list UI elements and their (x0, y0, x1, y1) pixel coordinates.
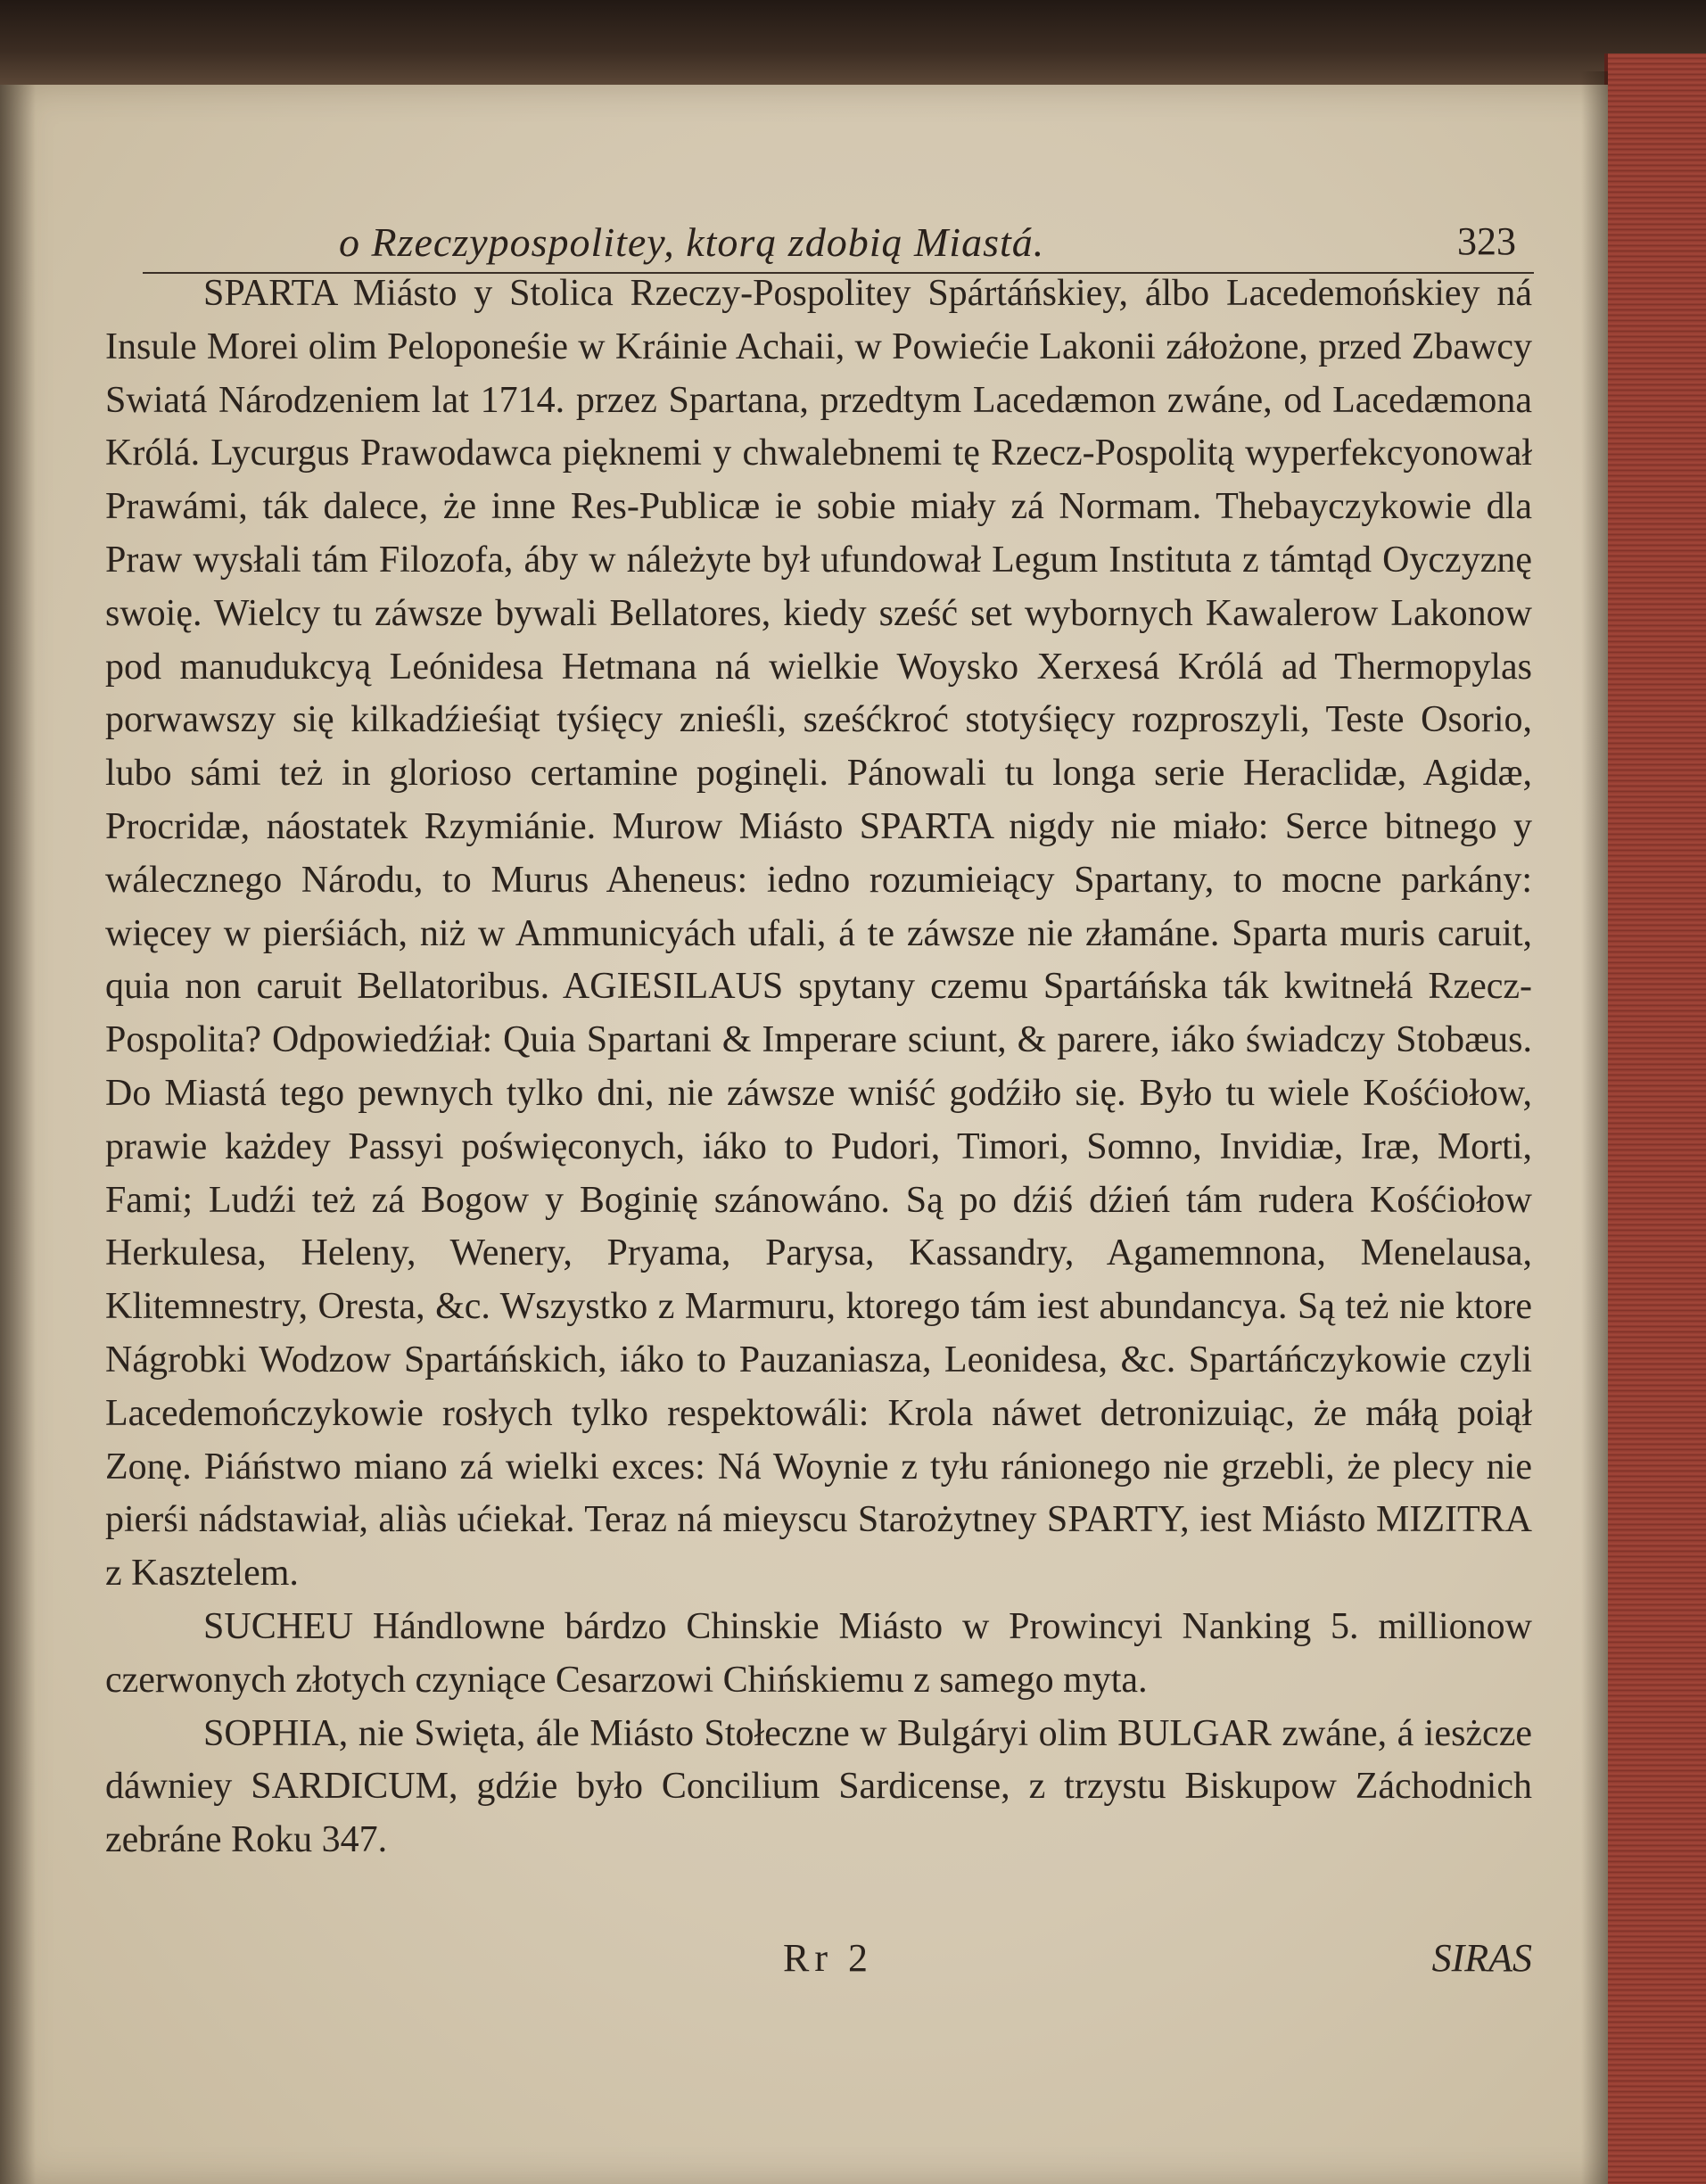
paragraph-sucheu: SUCHEU Hándlowne bárdzo Chinskie Miásto w Prowincyi Nanking 5. millionow czerwonych złotych czyniące Cesarzowi Chińskiemu z samego myta. (105, 1605, 1532, 1701)
page-header (143, 218, 1534, 274)
paragraph-sparta: SPARTA Miásto y Stolica Rzeczy-Pospolitey Spártáńskiey, álbo Lacedemońskiey ná Insule Morei olim Peloponeśie w Kráinie Achaii, w Powiećie Lakonii záłożone, przed Zbawcy Swiatá Národzeniem lat 1714. przez Spartana, przedtym Lacedæmon zwáne, od Lacedæmona Królá. Lycurgus Prawodawca pięknemi y chwalebnemi tę Rzecz-Pospolitą wyperfekcyonował Prawámi, ták dalece, że inne Res-Publicæ ie sobie miały zá Normam. Thebayczykowie dla Praw wysłali tám Filozofa, áby w náleżyte był ufundował Legum Instituta z támtąd Oyczyznę swoię. Wielcy tu záwsze bywali Bellatores, kiedy sześć set wybornych Kawalerow Lakonow pod manudukcyą Leónidesa Hetmana ná wielkie Woysko Xerxesá Królá ad Thermopylas porwawszy się kilkadźieśiąt tyśięcy znieśli, sześćkroć stotyśięcy rozproszyli, Teste Osorio, lubo sámi też in glorioso certamine poginęli. Pánowali tu longa serie Heraclidæ, Agidæ, Procridæ, náostatek Rzymiánie. Murow Miásto SPARTA nigdy nie miało: Serce bitnego y wálecznego Národu, to Murus Aheneus: iedno rozumieiący Spartany, to mocne parkány: więcey w pierśiách, niż w Ammunicyách ufali, á te záwsze nie złamáne. Sparta muris caruit, quia non caruit Bellatoribus. AGIESILAUS spytany czemu Spartáńska ták kwitnełá Rzecz-Pospolita? Odpowiedźiał: Quia Spartani & Imperare sciunt, & parere, iáko świadczy Stobæus. Do Miastá tego pewnych tylko dni, nie záwsze wniść godźiło się. Było tu wiele Kośćiołow, prawie każdey Passyi poświęconych, iáko to Pudori, Timori, Somno, Invidiæ, Iræ, Morti, Fami; Ludźi też zá Bogow y Boginię szánowáno. Są po dźiś dźień tám rudera Kośćiołow Herkulesa, Heleny, Wenery, Pryama, Parysa, Kassandry, Agamemnona, Menelausa, Klitemnestry, Oresta, &c. Wszystko z Marmuru, ktorego tám iest abundancya. Są też nie ktore Nágrobki Wodzow Spartáńskich, iáko to Pauzaniasza, Leonidesa, &c. Spartáńczykowie czyli Lacedemończykowie rosłych tylko respektowáli: Krola náwet detronizuiąc, że máłą poiął Zonę. Piáństwo miano zá wielki exces: Ná Woynie z tyłu ránionego nie grzebli, że plecy nie pierśi nádstawiał, aliàs ućiekał. Teraz ná mieyscu Starożytney SPARTY, iest Miásto MIZITRA z Kasztelem. (105, 273, 1532, 1595)
gutter-shadow (1581, 71, 1608, 2184)
page-shadow (0, 85, 36, 2184)
paragraph-sophia: SOPHIA, nie Swięta, ále Miásto Stołeczne w Bulgáryi olim BULGAR zwáne, á iesżcze dáwniey SARDICUM, gdźie było Concilium Sardicense, z trzystu Biskupow Záchodnich zebráne Roku 347. (105, 1712, 1532, 1861)
page-edges (1604, 54, 1706, 2184)
catchword: SIRAS (1431, 1936, 1532, 1980)
running-title: o Rzeczypospolitey, ktorą zdobią Miastá. (339, 219, 1045, 265)
page-footer (105, 1935, 1532, 1989)
page-number: 323 (1457, 219, 1516, 263)
signature-mark: Rr 2 (783, 1936, 873, 1980)
book-binding (0, 0, 1706, 85)
body-text (105, 268, 1532, 1867)
